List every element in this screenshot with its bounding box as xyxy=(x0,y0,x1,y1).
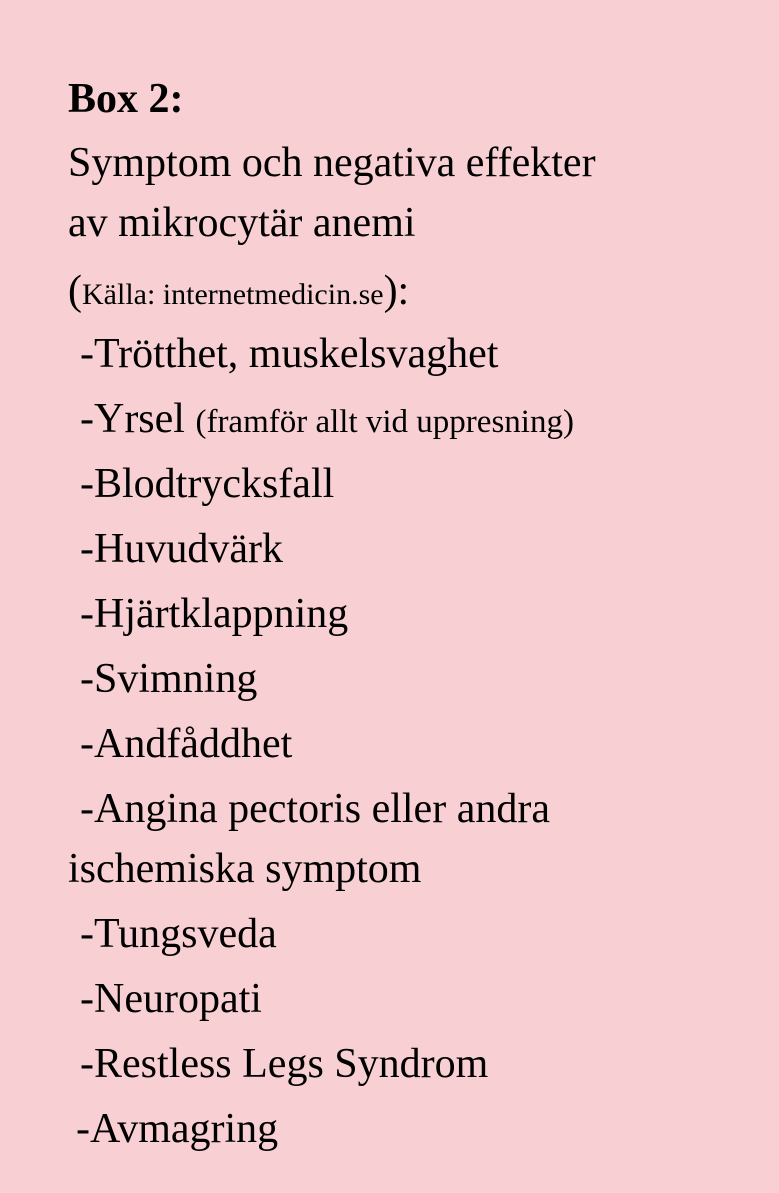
symptom-item: -Huvudvärk xyxy=(80,526,283,572)
source-citation xyxy=(68,270,409,312)
source-text: Källa: internetmedicin.se xyxy=(82,278,384,311)
source-open-paren: ( xyxy=(68,268,82,314)
box-title: Box 2: xyxy=(68,76,184,122)
box-heading-line-2: av mikrocytär anemi xyxy=(68,200,416,246)
symptom-item: -Neuropati xyxy=(80,976,262,1022)
symptom-item: -Avmagring xyxy=(76,1106,279,1152)
symptom-continuation: ischemiska symptom xyxy=(68,846,422,892)
symptom-item: -Restless Legs Syndrom xyxy=(80,1041,489,1087)
source-close-paren: ): xyxy=(383,268,410,314)
symptom-item: -Blodtrycksfall xyxy=(80,461,335,507)
symptom-item xyxy=(80,398,574,440)
symptom-item: -Svimning xyxy=(80,656,258,702)
symptom-item: -Trötthet, muskelsvaghet xyxy=(80,331,499,377)
symptom-item: -Hjärtklappning xyxy=(80,591,349,637)
symptom-text: -Yrsel xyxy=(80,396,185,442)
symptom-note: (framför allt vid uppresning) xyxy=(195,404,574,440)
box-heading-line-1: Symptom och negativa effekter xyxy=(68,140,596,186)
symptom-item: -Andfåddhet xyxy=(80,721,293,767)
symptom-item: -Tungsveda xyxy=(80,911,277,957)
symptom-item: -Angina pectoris eller andra xyxy=(80,786,550,832)
